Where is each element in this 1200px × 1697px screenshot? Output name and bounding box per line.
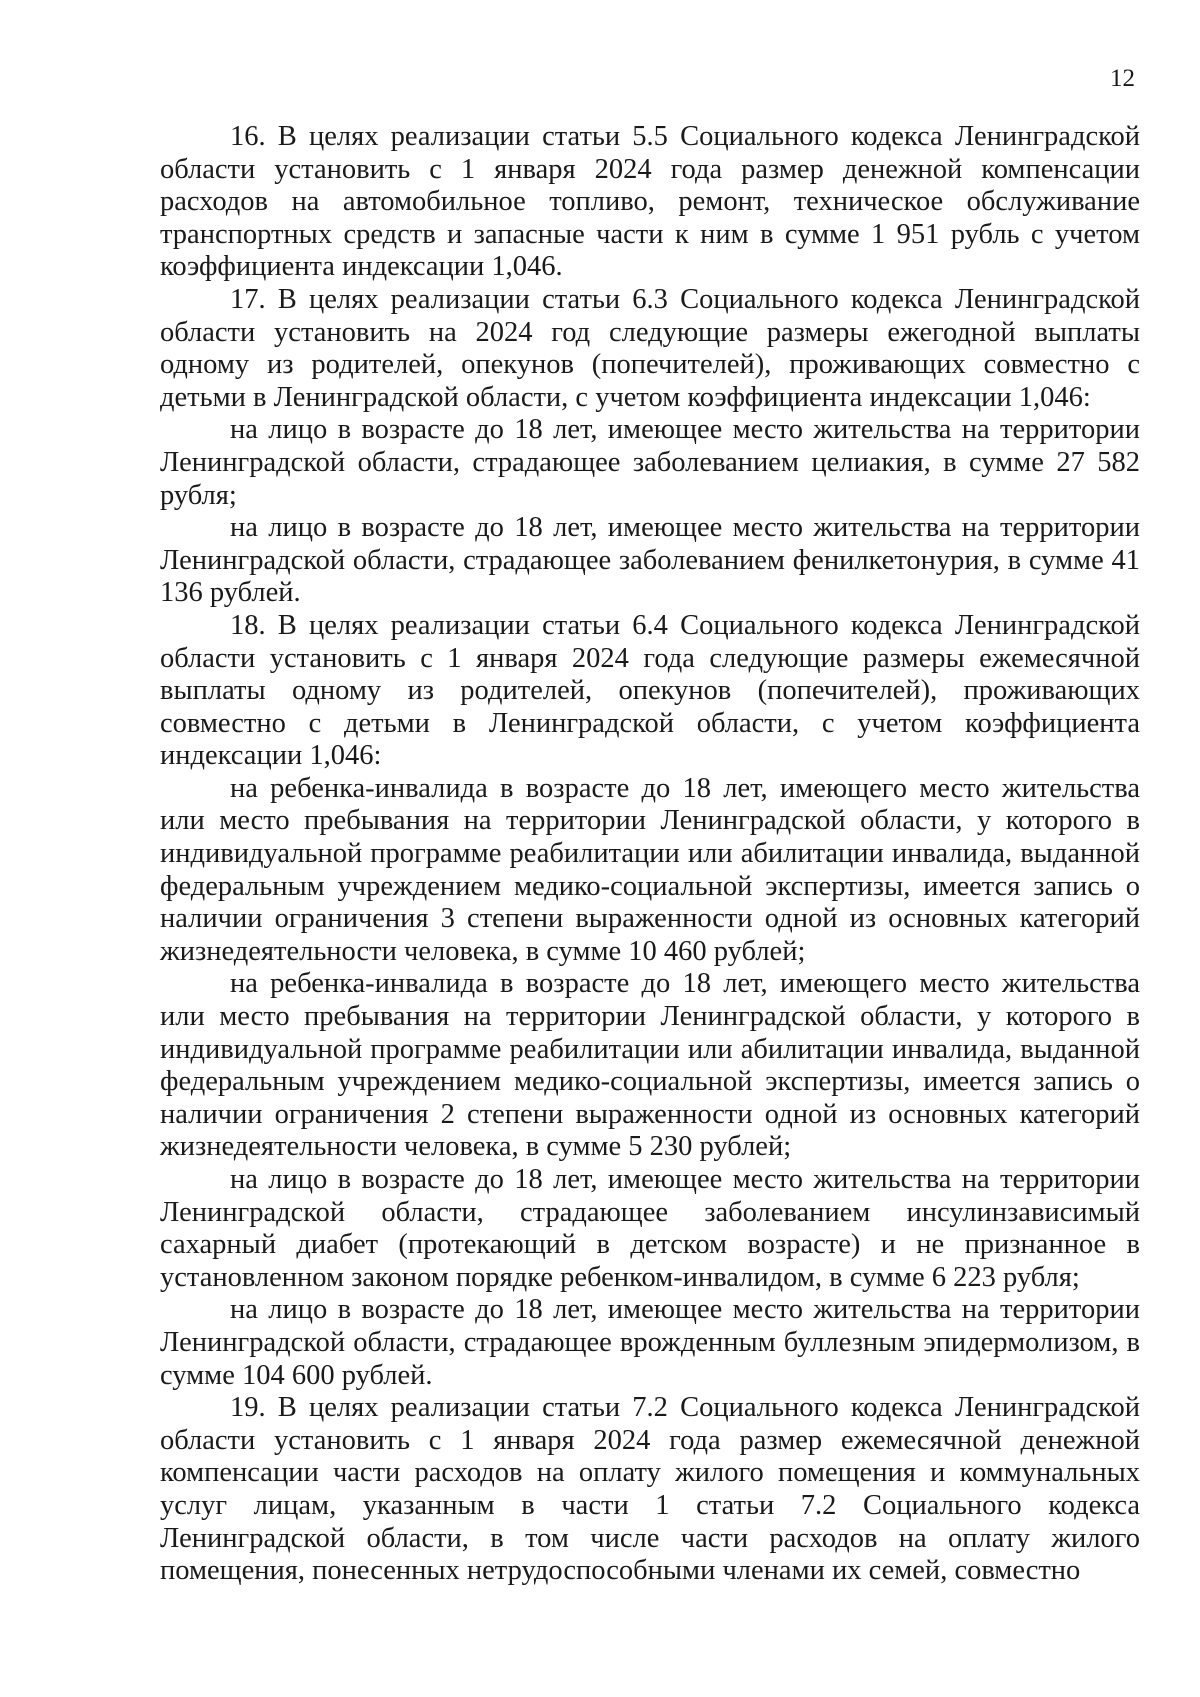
- paragraph-18-item-epidermolysis: на лицо в возрасте до 18 лет, имеющее место жительства на территории Ленинградской области, страдающее врожденным буллезным эпидермолизом, в сумме 104 600 рублей.: [160, 1294, 1140, 1391]
- paragraph-17-item-celiac: на лицо в возрасте до 18 лет, имеющее место жительства на территории Ленинградской области, страдающее заболеванием целиакия, в сумме 27 582 рубля;: [160, 414, 1140, 511]
- paragraph-17: 17. В целях реализации статьи 6.3 Социального кодекса Ленинградской области установить на 2024 год следующие размеры ежегодной выплаты одному из родителей, опекунов (попечителей), проживающих совместно с детьми в Ленинградской области, с учетом коэффициента индексации 1,046:: [160, 283, 1140, 413]
- paragraph-18-item-diabetes: на лицо в возрасте до 18 лет, имеющее место жительства на территории Ленинградской области, страдающее заболеванием инсулинзависимый сахарный диабет (протекающий в детском возрасте) и не признанное в установленном законом порядке ребенком-инвалидом, в сумме 6 223 рубля;: [160, 1164, 1140, 1293]
- paragraph-16: 16. В целях реализации статьи 5.5 Социального кодекса Ленинградской области установить с 1 января 2024 года размер денежной компенсации расходов на автомобильное топливо, ремонт, техническое обслуживание транспортных средств и запасные части к ним в сумме 1 951 рубль с учетом коэффициента индексации 1,046.: [160, 121, 1140, 283]
- paragraph-18-item-degree-3: на ребенка-инвалида в возрасте до 18 лет, имеющего место жительства или место пребывания на территории Ленинградской области, у которого в индивидуальной программе реабилитации или абилитации инвалида, выданной федеральным учреждением медико-социальной экспертизы, имеется запись о наличии ограничения 3 степени выраженности одной из основных категорий жизнедеятельности человека, в сумме 10 460 рублей;: [160, 772, 1140, 967]
- paragraph-18: 18. В целях реализации статьи 6.4 Социального кодекса Ленинградской области установить с 1 января 2024 года следующие размеры ежемесячной выплаты одному из родителей, опекунов (попечителей), проживающих совместно с детьми в Ленинградской области, с учетом коэффициента индексации 1,046:: [160, 609, 1140, 772]
- paragraph-17-item-pku: на лицо в возрасте до 18 лет, имеющее место жительства на территории Ленинградской области, страдающее заболеванием фенилкетонурия, в сумме 41 136 рублей.: [160, 512, 1140, 609]
- paragraph-19: 19. В целях реализации статьи 7.2 Социального кодекса Ленинградской области установить с 1 января 2024 года размер ежемесячной денежной компенсации части расходов на оплату жилого помещения и коммунальных услуг лицам, указанным в части 1 статьи 7.2 Социального кодекса Ленинградской области, в том числе части расходов на оплату жилого помещения, понесенных нетрудоспособными членами их семей, совместно: [160, 1392, 1140, 1587]
- document-body: [160, 121, 1140, 1588]
- paragraph-18-item-degree-2: на ребенка-инвалида в возрасте до 18 лет, имеющего место жительства или место пребывания на территории Ленинградской области, у которого в индивидуальной программе реабилитации или абилитации инвалида, выданной федеральным учреждением медико-социальной экспертизы, имеется запись о наличии ограничения 2 степени выраженности одной из основных категорий жизнедеятельности человека, в сумме 5 230 рублей;: [160, 968, 1140, 1163]
- page-number: 12: [1110, 65, 1135, 92]
